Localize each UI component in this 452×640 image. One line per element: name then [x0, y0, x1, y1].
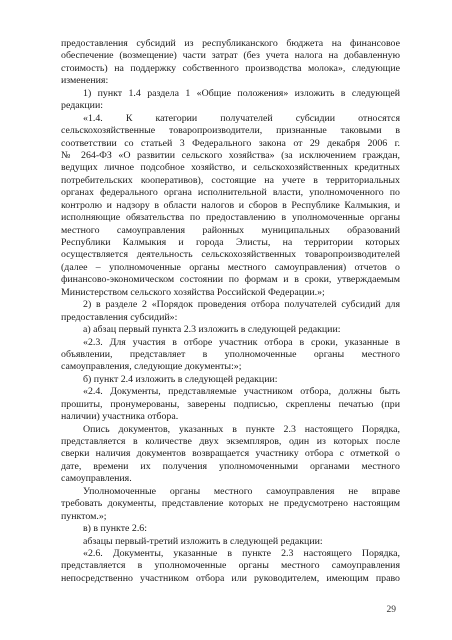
- text-line: соответствии со статьей 3 Федерального закона от 29 декабря 2006 г.: [61, 137, 400, 149]
- text-line: (далее – уполномоченные органы местного самоуправления) отчетов о: [61, 261, 400, 273]
- text-line: 2) в разделе 2 «Порядок проведения отбора получателей субсидий для: [83, 299, 400, 311]
- text-line: «2.4. Документы, представляемые участником отбора, должны быть: [83, 386, 400, 398]
- text-line: обеспечение (возмещение) части затрат (без учета налога на добавленную: [61, 50, 400, 62]
- text-line: органах федерального органа исполнительной власти, уполномоченного по: [61, 187, 400, 199]
- text-line: требовать документы, представление которых не предусмотрено настоящим: [61, 498, 400, 510]
- text-line: Опись документов, указанных в пункте 2.3 настоящего Порядка,: [83, 423, 400, 435]
- text-line: самоуправления.: [61, 473, 132, 485]
- text-line: сельскохозяйственные товаропроизводители, признанные таковыми в: [61, 125, 400, 137]
- text-line: «1.4. К категории получателей субсидии относятся: [83, 112, 400, 124]
- text-line: предоставления субсидий»:: [61, 311, 178, 323]
- text-line: Уполномоченные органы местного самоуправления не вправе: [83, 485, 400, 497]
- page-number: 29: [386, 605, 396, 615]
- text-line: 1) пункт 1.4 раздела 1 «Общие положения» изложить в следующей: [83, 87, 400, 99]
- text-line: в) в пункте 2.6:: [83, 523, 147, 535]
- text-line: сверки наличия документов возвращается участнику отбора с отметкой о: [61, 448, 400, 460]
- text-line: дате, времени их получения уполномоченными органами местного: [61, 460, 400, 472]
- text-line: представляется в количестве двух экземпляров, один из которых после: [61, 436, 400, 447]
- text-line: прошиты, пронумерованы, заверены подписью, скреплены печатью (при: [61, 398, 400, 410]
- text-line: самоуправления, следующие документы:»;: [61, 361, 242, 373]
- text-line: изменения:: [61, 75, 109, 87]
- text-line: а) абзац первый пункта 2.3 изложить в следующей редакции:: [83, 324, 341, 336]
- text-line: стоимость) на поддержку собственного производства молока», следующие: [61, 62, 400, 74]
- text-line: наличии) участника отбора.: [61, 411, 179, 423]
- text-line: редакции:: [61, 100, 103, 112]
- text-line: осуществляется деятельность сельскохозяйственных товаропроизводителей: [61, 249, 400, 261]
- text-line: б) пункт 2.4 изложить в следующей редакции:: [83, 373, 278, 385]
- text-line: исполняющие обязательства по предоставлению в уполномоченные органы: [61, 212, 400, 224]
- text-line: представляется в уполномоченные органы местного самоуправления: [61, 560, 400, 572]
- text-line: местного самоуправления районных муниципальных образований: [61, 224, 400, 236]
- text-line: абзацы первый-третий изложить в следующей редакции:: [83, 535, 323, 547]
- text-line: пунктом.»;: [61, 510, 107, 522]
- text-line: «2.6. Документы, указанные в пункте 2.3 настоящего Порядка,: [83, 547, 400, 559]
- text-line: «2.3. Для участия в отборе участник отбора в сроки, указанные в: [83, 336, 400, 348]
- text-line: объявлении, представляет в уполномоченные органы местного: [61, 348, 400, 360]
- text-line: № 264-ФЗ «О развитии сельского хозяйства» (за исключением граждан,: [61, 149, 400, 161]
- text-line: потребительских кооперативов), состоящие на учете в территориальных: [61, 174, 400, 186]
- text-line: предоставления субсидий из республиканского бюджета на финансовое: [61, 38, 400, 49]
- text-line: непосредственно участником отбора или руководителем, имеющим право: [61, 572, 400, 584]
- text-line: контролю и надзору в области налогов и сборов в Республике Калмыкия, и: [61, 199, 400, 211]
- text-line: Республики Калмыкия и города Элисты, на территории которых: [61, 237, 400, 248]
- text-line: Министерством сельского хозяйства Российской Федерации.»;: [61, 286, 325, 298]
- text-line: ведущих личное подсобное хозяйство, и сельскохозяйственных кредитных: [61, 162, 400, 174]
- document-body: [61, 38, 400, 585]
- text-line: финансово-экономическом состоянии по формам и в сроки, утверждаемым: [61, 274, 400, 286]
